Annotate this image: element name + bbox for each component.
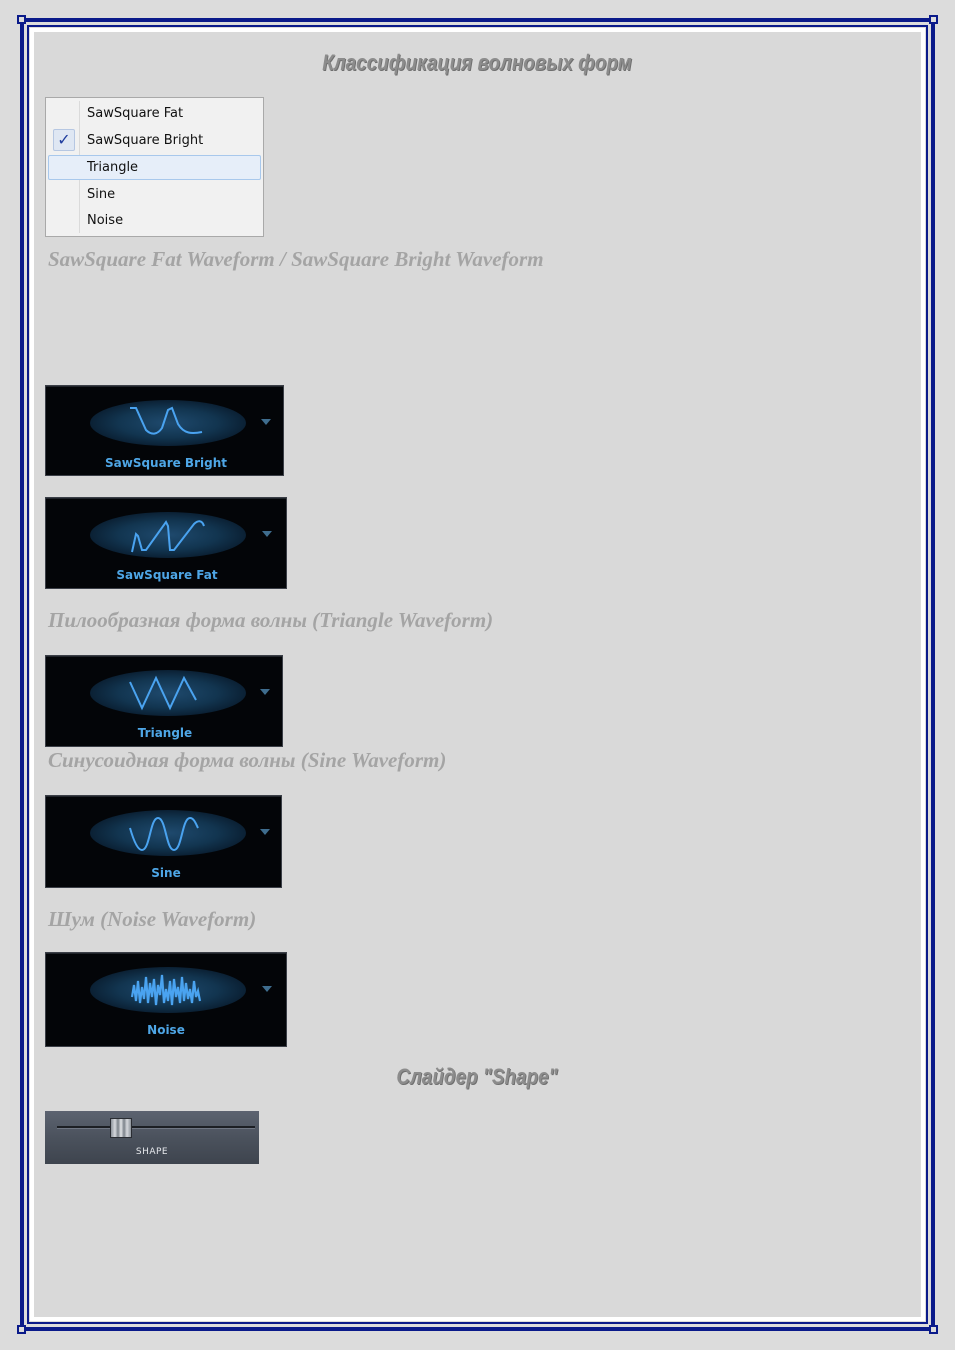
sine-wave-icon	[126, 810, 216, 858]
menu-item-label: Sine	[87, 187, 116, 202]
waveform-panel-sawsquare-fat[interactable]	[45, 497, 287, 589]
waveform-dropdown-menu	[45, 97, 264, 237]
waveform-panel-sawsquare-bright[interactable]	[45, 385, 284, 476]
menu-item-label: SawSquare Fat	[87, 106, 184, 121]
noise-wave-icon	[126, 967, 216, 1015]
chevron-down-icon[interactable]	[260, 829, 270, 835]
triangle-wave-icon	[126, 670, 216, 714]
caption-sawsquare: SawSquare Fat Waveform / SawSquare Bright Waveform	[48, 247, 544, 271]
waveform-panel-triangle[interactable]	[45, 655, 283, 747]
slider-thumb[interactable]	[110, 1118, 132, 1138]
frame-corner-tl	[17, 15, 26, 24]
panel-label: Triangle	[137, 726, 193, 740]
panel-label: SawSquare Bright	[105, 456, 227, 470]
chevron-down-icon[interactable]	[260, 689, 270, 695]
caption-triangle: Пилообразная форма волны (Triangle Waveform)	[48, 608, 494, 632]
caption-noise: Шум (Noise Waveform)	[48, 907, 257, 931]
slider-track	[57, 1126, 255, 1128]
document-page	[34, 32, 920, 1317]
menu-item-sawsquare-bright[interactable]	[48, 128, 261, 153]
menu-item-label: Noise	[87, 213, 124, 228]
sawsquare-fat-wave-icon	[126, 512, 216, 556]
chevron-down-icon[interactable]	[262, 531, 272, 537]
panel-label: SawSquare Fat	[116, 568, 218, 582]
frame-corner-bl	[17, 1325, 26, 1334]
slider-label: SHAPE	[135, 1147, 169, 1157]
slider-heading: Слайдер "Shape"	[396, 1064, 558, 1089]
chevron-down-icon[interactable]	[261, 419, 271, 425]
menu-item-noise[interactable]	[48, 208, 261, 233]
menu-item-label: Triangle	[87, 160, 139, 175]
panel-label: Noise	[147, 1023, 185, 1037]
menu-item-triangle[interactable]	[48, 155, 261, 180]
menu-item-sine[interactable]	[48, 182, 261, 207]
menu-item-label: SawSquare Bright	[87, 133, 204, 148]
shape-slider[interactable]	[45, 1111, 259, 1164]
frame-corner-br	[929, 1325, 938, 1334]
panel-label: Sine	[151, 866, 181, 880]
chevron-down-icon[interactable]	[262, 986, 272, 992]
sawsquare-bright-wave-icon	[126, 400, 216, 440]
waveform-panel-noise[interactable]	[45, 952, 287, 1047]
waveforms-heading: Классификация волновых форм	[322, 50, 632, 75]
waveform-panel-sine[interactable]	[45, 795, 282, 888]
menu-item-sawsquare-fat[interactable]	[48, 101, 261, 126]
checkmark-icon: ✓	[53, 129, 75, 151]
frame-corner-tr	[929, 15, 938, 24]
caption-sine: Синусоидная форма волны (Sine Waveform)	[48, 748, 447, 772]
